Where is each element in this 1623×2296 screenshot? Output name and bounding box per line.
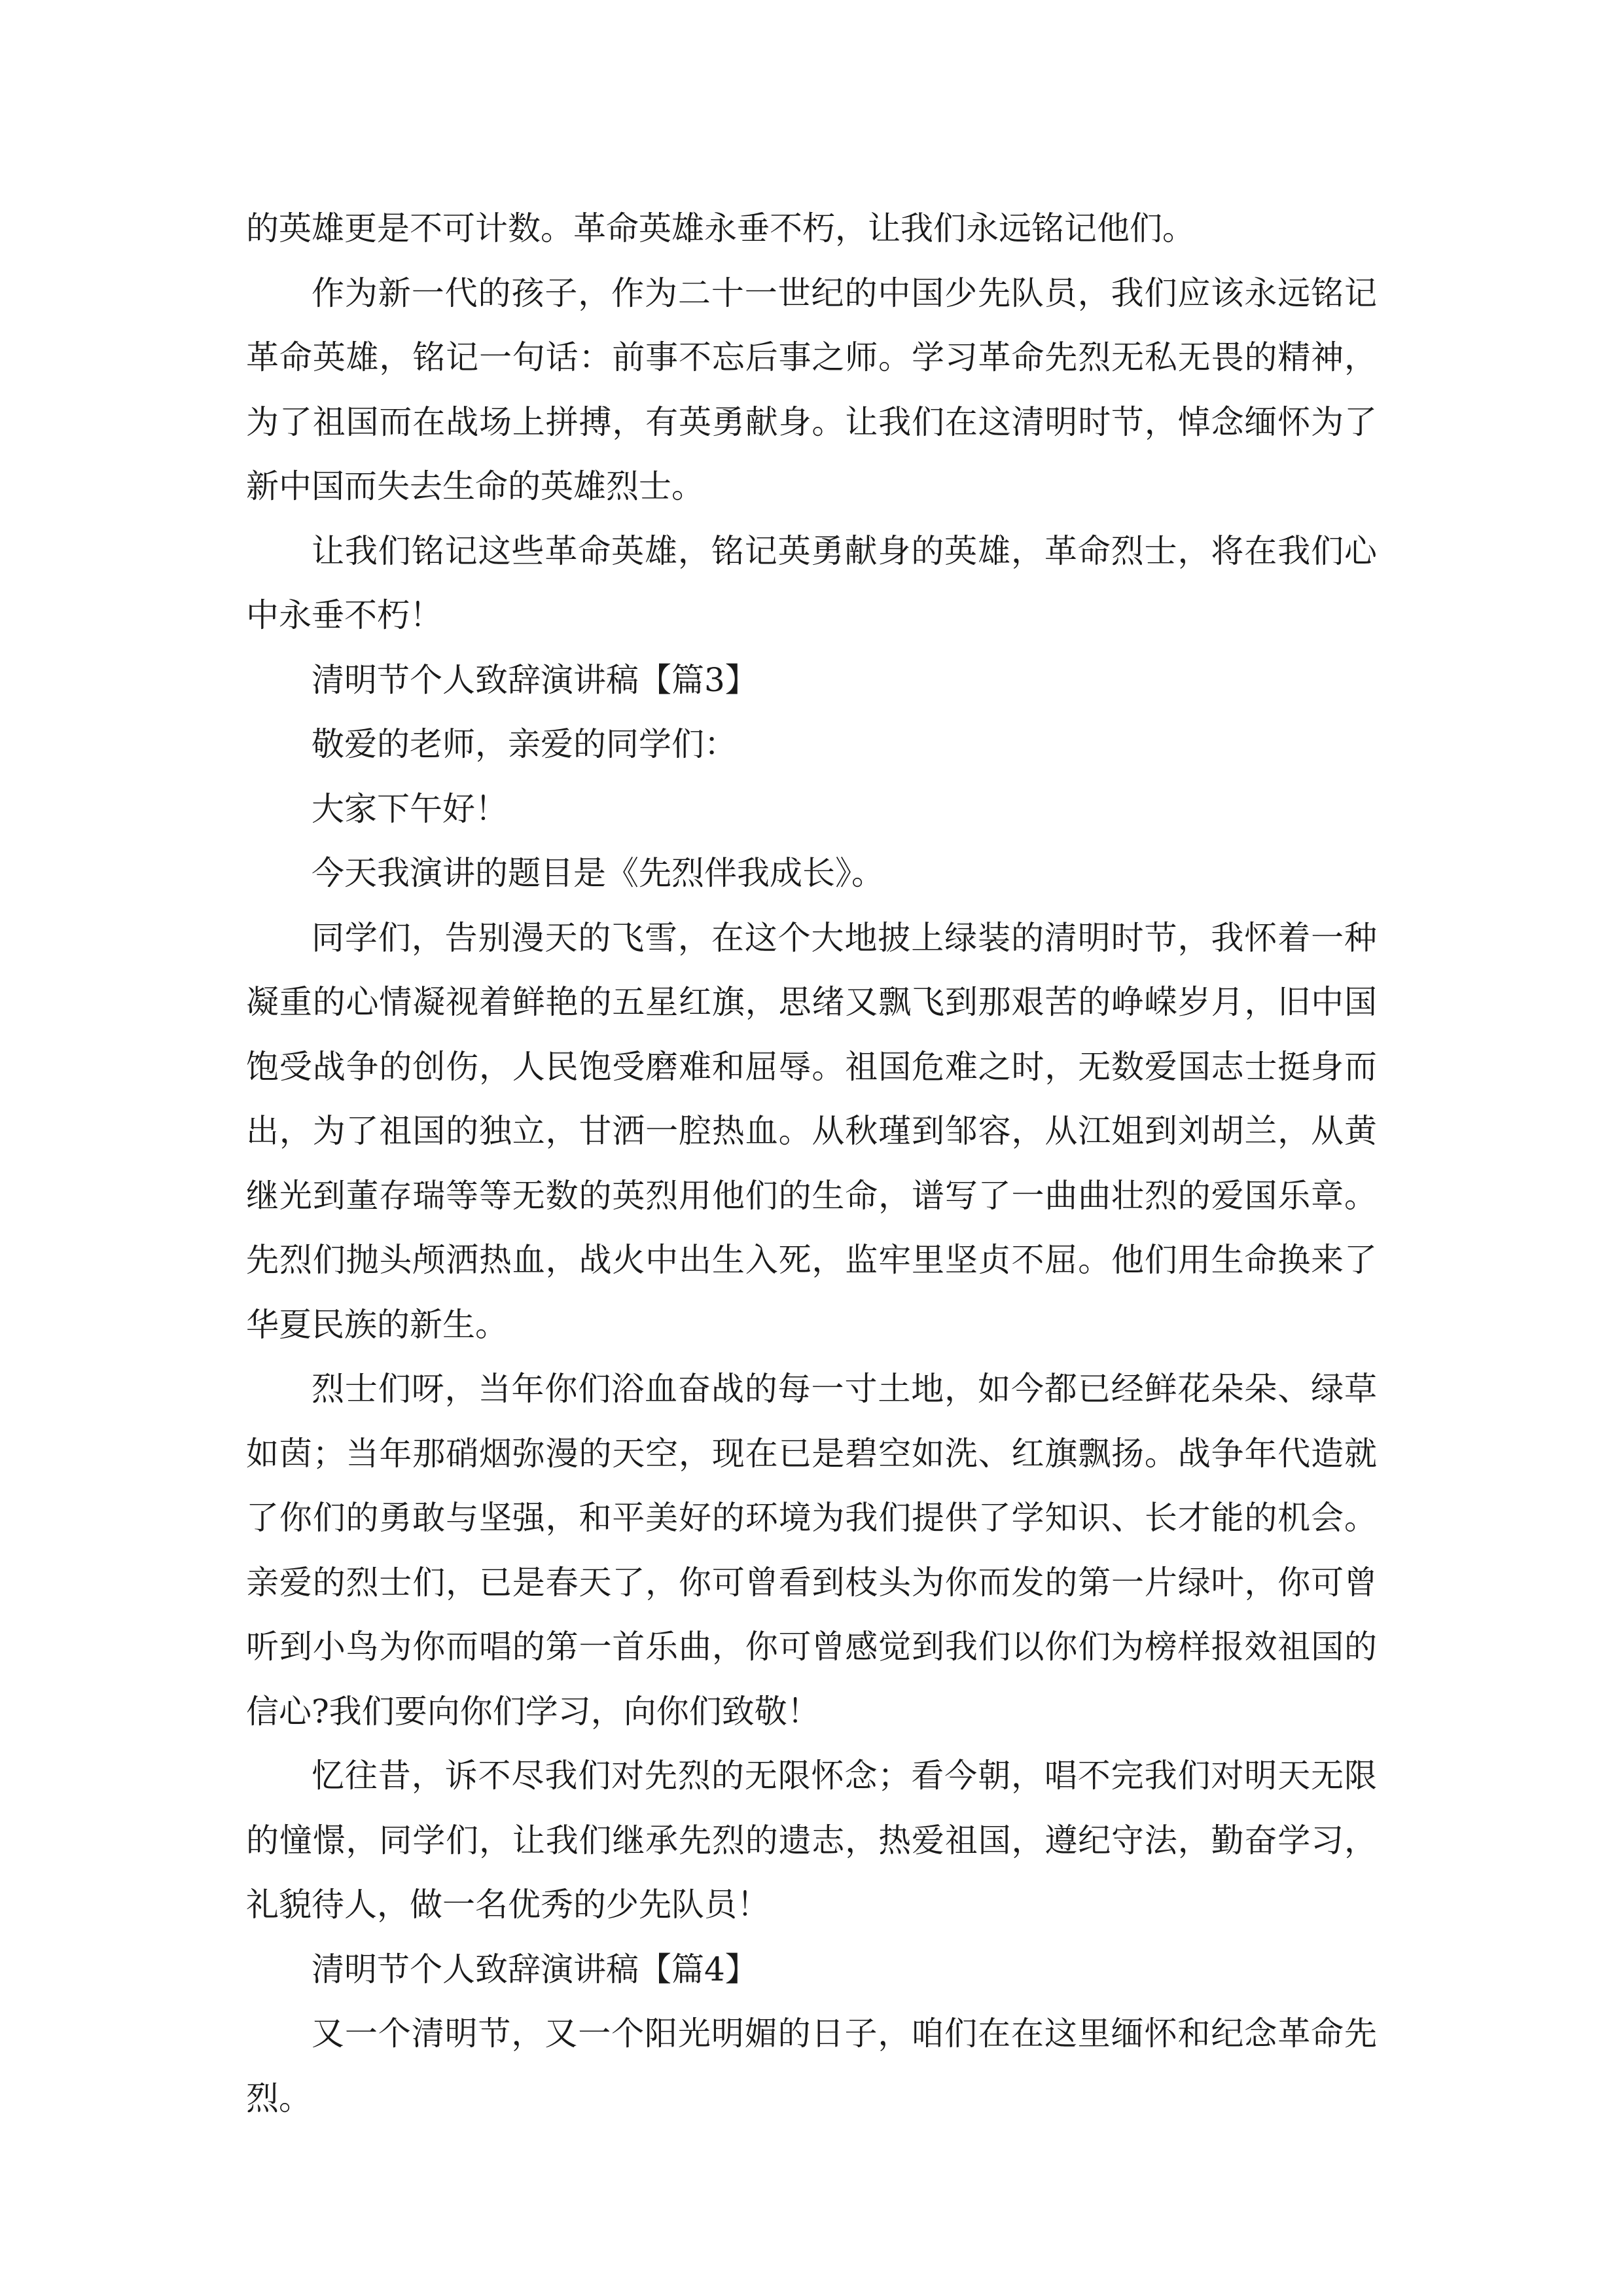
paragraph: 的英雄更是不可计数。革命英雄永垂不朽，让我们永远铭记他们。 xyxy=(246,209,1195,247)
paragraph: 今天我演讲的题目是《先烈伴我成长》。 xyxy=(312,854,884,892)
paragraph: 作为新一代的孩子，作为二十一世纪的中国少先队员，我们应该永远铭记革命英雄，铭记一句话：前事不忘后事之师。学习革命先烈无私无畏的精神，为了祖国而在战场上拼搏，有英勇献身。让我们在这清明时节，悼念缅怀为了新中国而失去生命的英雄烈士。 xyxy=(246,274,1377,505)
section-heading: 清明节个人致辞演讲稿【篇3】 xyxy=(312,660,758,699)
section-heading: 清明节个人致辞演讲稿【篇4】 xyxy=(312,1950,758,1988)
paragraph: 烈士们呀，当年你们浴血奋战的每一寸土地，如今都已经鲜花朵朵、绿草如茵；当年那硝烟弥漫的天空，现在已是碧空如洗、红旗飘扬。战争年代造就了你们的勇敢与坚强，和平美好的环境为我们提供了学知识、长才能的机会。亲爱的烈士们，已是春天了，你可曾看到枝头为你而发的第一片绿叶，你可曾听到小鸟为你而唱的第一首乐曲，你可曾感觉到我们以你们为榜样报效祖国的信心?我们要向你们学习，向你们致敬！ xyxy=(246,1370,1377,1731)
paragraph: 让我们铭记这些革命英雄，铭记英勇献身的英雄，革命烈士，将在我们心中永垂不朽！ xyxy=(246,531,1377,634)
paragraph: 敬爱的老师，亲爱的同学们： xyxy=(312,725,737,763)
document-body xyxy=(246,196,1377,2130)
paragraph: 忆往昔，诉不尽我们对先烈的无限怀念；看今朝，唱不完我们对明天无限的憧憬，同学们，让我们继承先烈的遗志，热爱祖国，遵纪守法，勤奋学习，礼貌待人，做一名优秀的少先队员！ xyxy=(246,1757,1377,1924)
paragraph: 大家下午好！ xyxy=(312,789,508,828)
paragraph: 又一个清明节，又一个阳光明媚的日子，咱们在在这里缅怀和纪念革命先烈。 xyxy=(246,2015,1377,2117)
paragraph: 同学们，告别漫天的飞雪，在这个大地披上绿装的清明时节，我怀着一种凝重的心情凝视着鲜艳的五星红旗，思绪又飘飞到那艰苦的峥嵘岁月，旧中国饱受战争的创伤，人民饱受磨难和屈辱。祖国危难之时，无数爱国志士挺身而出，为了祖国的独立，甘洒一腔热血。从秋瑾到邹容，从江姐到刘胡兰，从黄继光到董存瑞等等无数的英烈用他们的生命，谱写了一曲曲壮烈的爱国乐章。先烈们抛头颅洒热血，战火中出生入死，监牢里坚贞不屈。他们用生命换来了华夏民族的新生。 xyxy=(246,918,1377,1344)
